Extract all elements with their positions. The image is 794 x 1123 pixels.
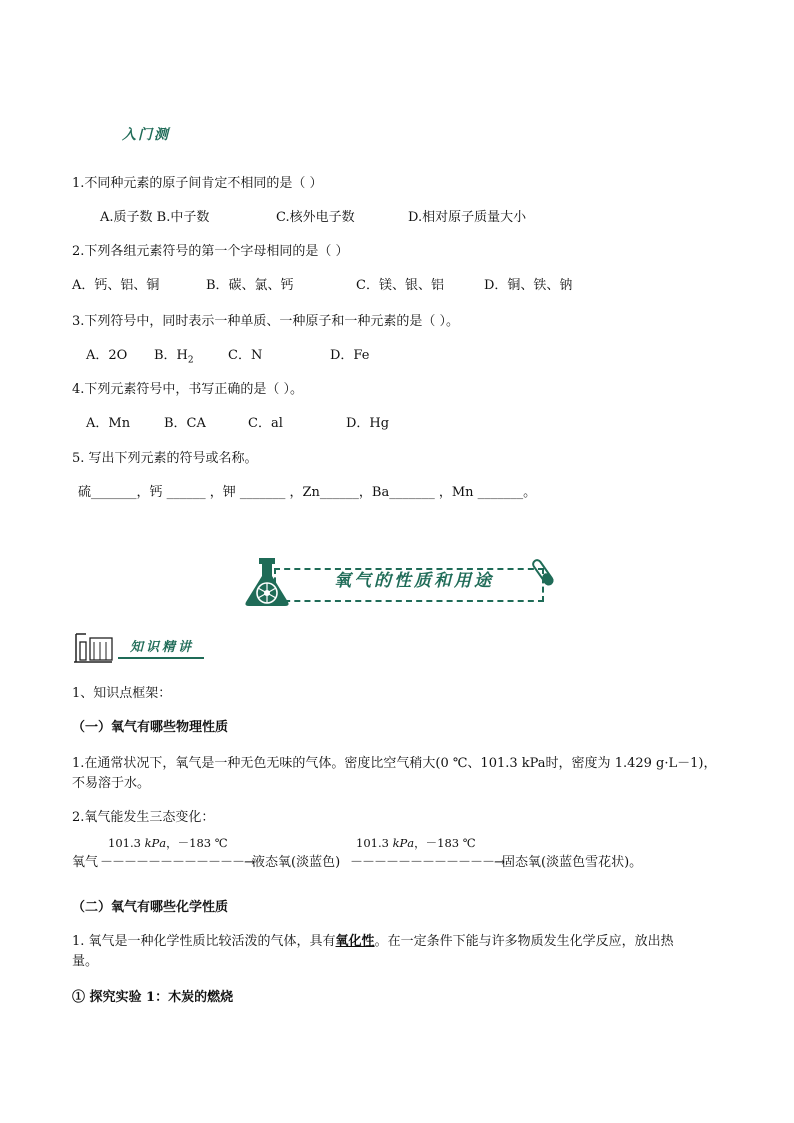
banner-title: 氧气的性质和用途 bbox=[334, 571, 494, 591]
state-gas: 氧气 bbox=[72, 855, 99, 870]
transition-2-arrow: －－－－－－－－－－－－→ bbox=[350, 855, 504, 870]
lab-equipment-icon bbox=[72, 628, 114, 664]
physical-properties-heading: （一）氧气有哪些物理性质 bbox=[72, 720, 229, 735]
chemical-properties-heading: （二）氧气有哪些化学性质 bbox=[72, 900, 229, 915]
question-2-stem: 2.下列各组元素符号的第一个字母相同的是（ ） bbox=[72, 244, 349, 259]
oxidizing-keyword: 氧化性 bbox=[335, 934, 375, 949]
test-tube-icon bbox=[530, 556, 558, 592]
knowledge-header-underline bbox=[118, 657, 204, 659]
three-states-label: 2.氧气能发生三态变化： bbox=[72, 810, 215, 825]
question-1-option-ab: A.质子数 B.中子数 bbox=[100, 210, 210, 225]
question-4-option-d: D．Hg bbox=[346, 416, 390, 431]
section-intro-title: 入门测 bbox=[122, 127, 170, 143]
chemical-properties-line-2: 量。 bbox=[72, 954, 99, 969]
question-5-blanks: 硫_______，钙 ______ ，钾 _______ ，Zn______，Ba_______ ，Mn _______。 bbox=[78, 485, 537, 500]
knowledge-header: 知识精讲 bbox=[130, 640, 195, 655]
question-3-option-b: B．$H_2$ bbox=[154, 348, 194, 366]
question-3-option-c: C．N bbox=[228, 348, 263, 363]
transition-1-arrow: －－－－－－－－－－－－→ bbox=[100, 855, 254, 870]
flask-icon bbox=[242, 556, 302, 608]
transition-1-condition: 101.3 𝑘𝑃𝑎，－183 ℃ bbox=[108, 836, 228, 850]
state-solid: 固态氧(淡蓝色雪花状)。 bbox=[502, 855, 643, 870]
question-1-stem: 1.不同种元素的原子间肯定不相同的是（ ） bbox=[72, 176, 323, 191]
question-2-option-d: D．铜、铁、钠 bbox=[484, 278, 573, 293]
question-3-stem: 3.下列符号中，同时表示一种单质、一种原子和一种元素的是（ ）。 bbox=[72, 314, 460, 329]
framework-label: 1、知识点框架： bbox=[72, 686, 172, 701]
question-1-option-c: C.核外电子数 bbox=[276, 210, 355, 225]
question-4-option-c: C．al bbox=[248, 416, 283, 431]
physical-properties-line-1: 1.在通常状况下，氧气是一种无色无味的气体。密度比空气稍大(0 ℃、101.3 kPa时，密度为 1.429 g·L－1)， bbox=[72, 756, 717, 771]
question-2-option-a: A．钙、铝、铜 bbox=[72, 278, 160, 293]
subscript-2: 2 bbox=[187, 355, 194, 366]
question-3-option-a: A．2O bbox=[86, 348, 128, 363]
question-4-stem: 4.下列元素符号中，书写正确的是（ ）。 bbox=[72, 382, 304, 397]
experiment-1-heading: ① 探究实验 1：木炭的燃烧 bbox=[72, 990, 234, 1005]
question-2-option-c: C．镁、银、铝 bbox=[356, 278, 444, 293]
question-3-option-d: D．Fe bbox=[330, 348, 370, 363]
question-1-option-d: D.相对原子质量大小 bbox=[408, 210, 527, 225]
question-5-stem: 5. 写出下列元素的符号或名称。 bbox=[72, 451, 258, 466]
section-banner bbox=[242, 556, 558, 608]
chemical-properties-line-1: 1. 氧气是一种化学性质比较活泼的气体，具有氧化性。在一定条件下能与许多物质发生化学反应，放出热 bbox=[72, 934, 674, 949]
question-2-option-b: B．碳、氯、钙 bbox=[206, 278, 294, 293]
physical-properties-line-2: 不易溶于水。 bbox=[72, 776, 151, 791]
transition-2-condition: 101.3 𝑘𝑃𝑎，－183 ℃ bbox=[356, 836, 476, 850]
question-4-option-a: A．Mn bbox=[86, 416, 131, 431]
question-4-option-b: B．CA bbox=[164, 416, 206, 431]
state-liquid: 液态氧(淡蓝色) bbox=[252, 855, 341, 870]
